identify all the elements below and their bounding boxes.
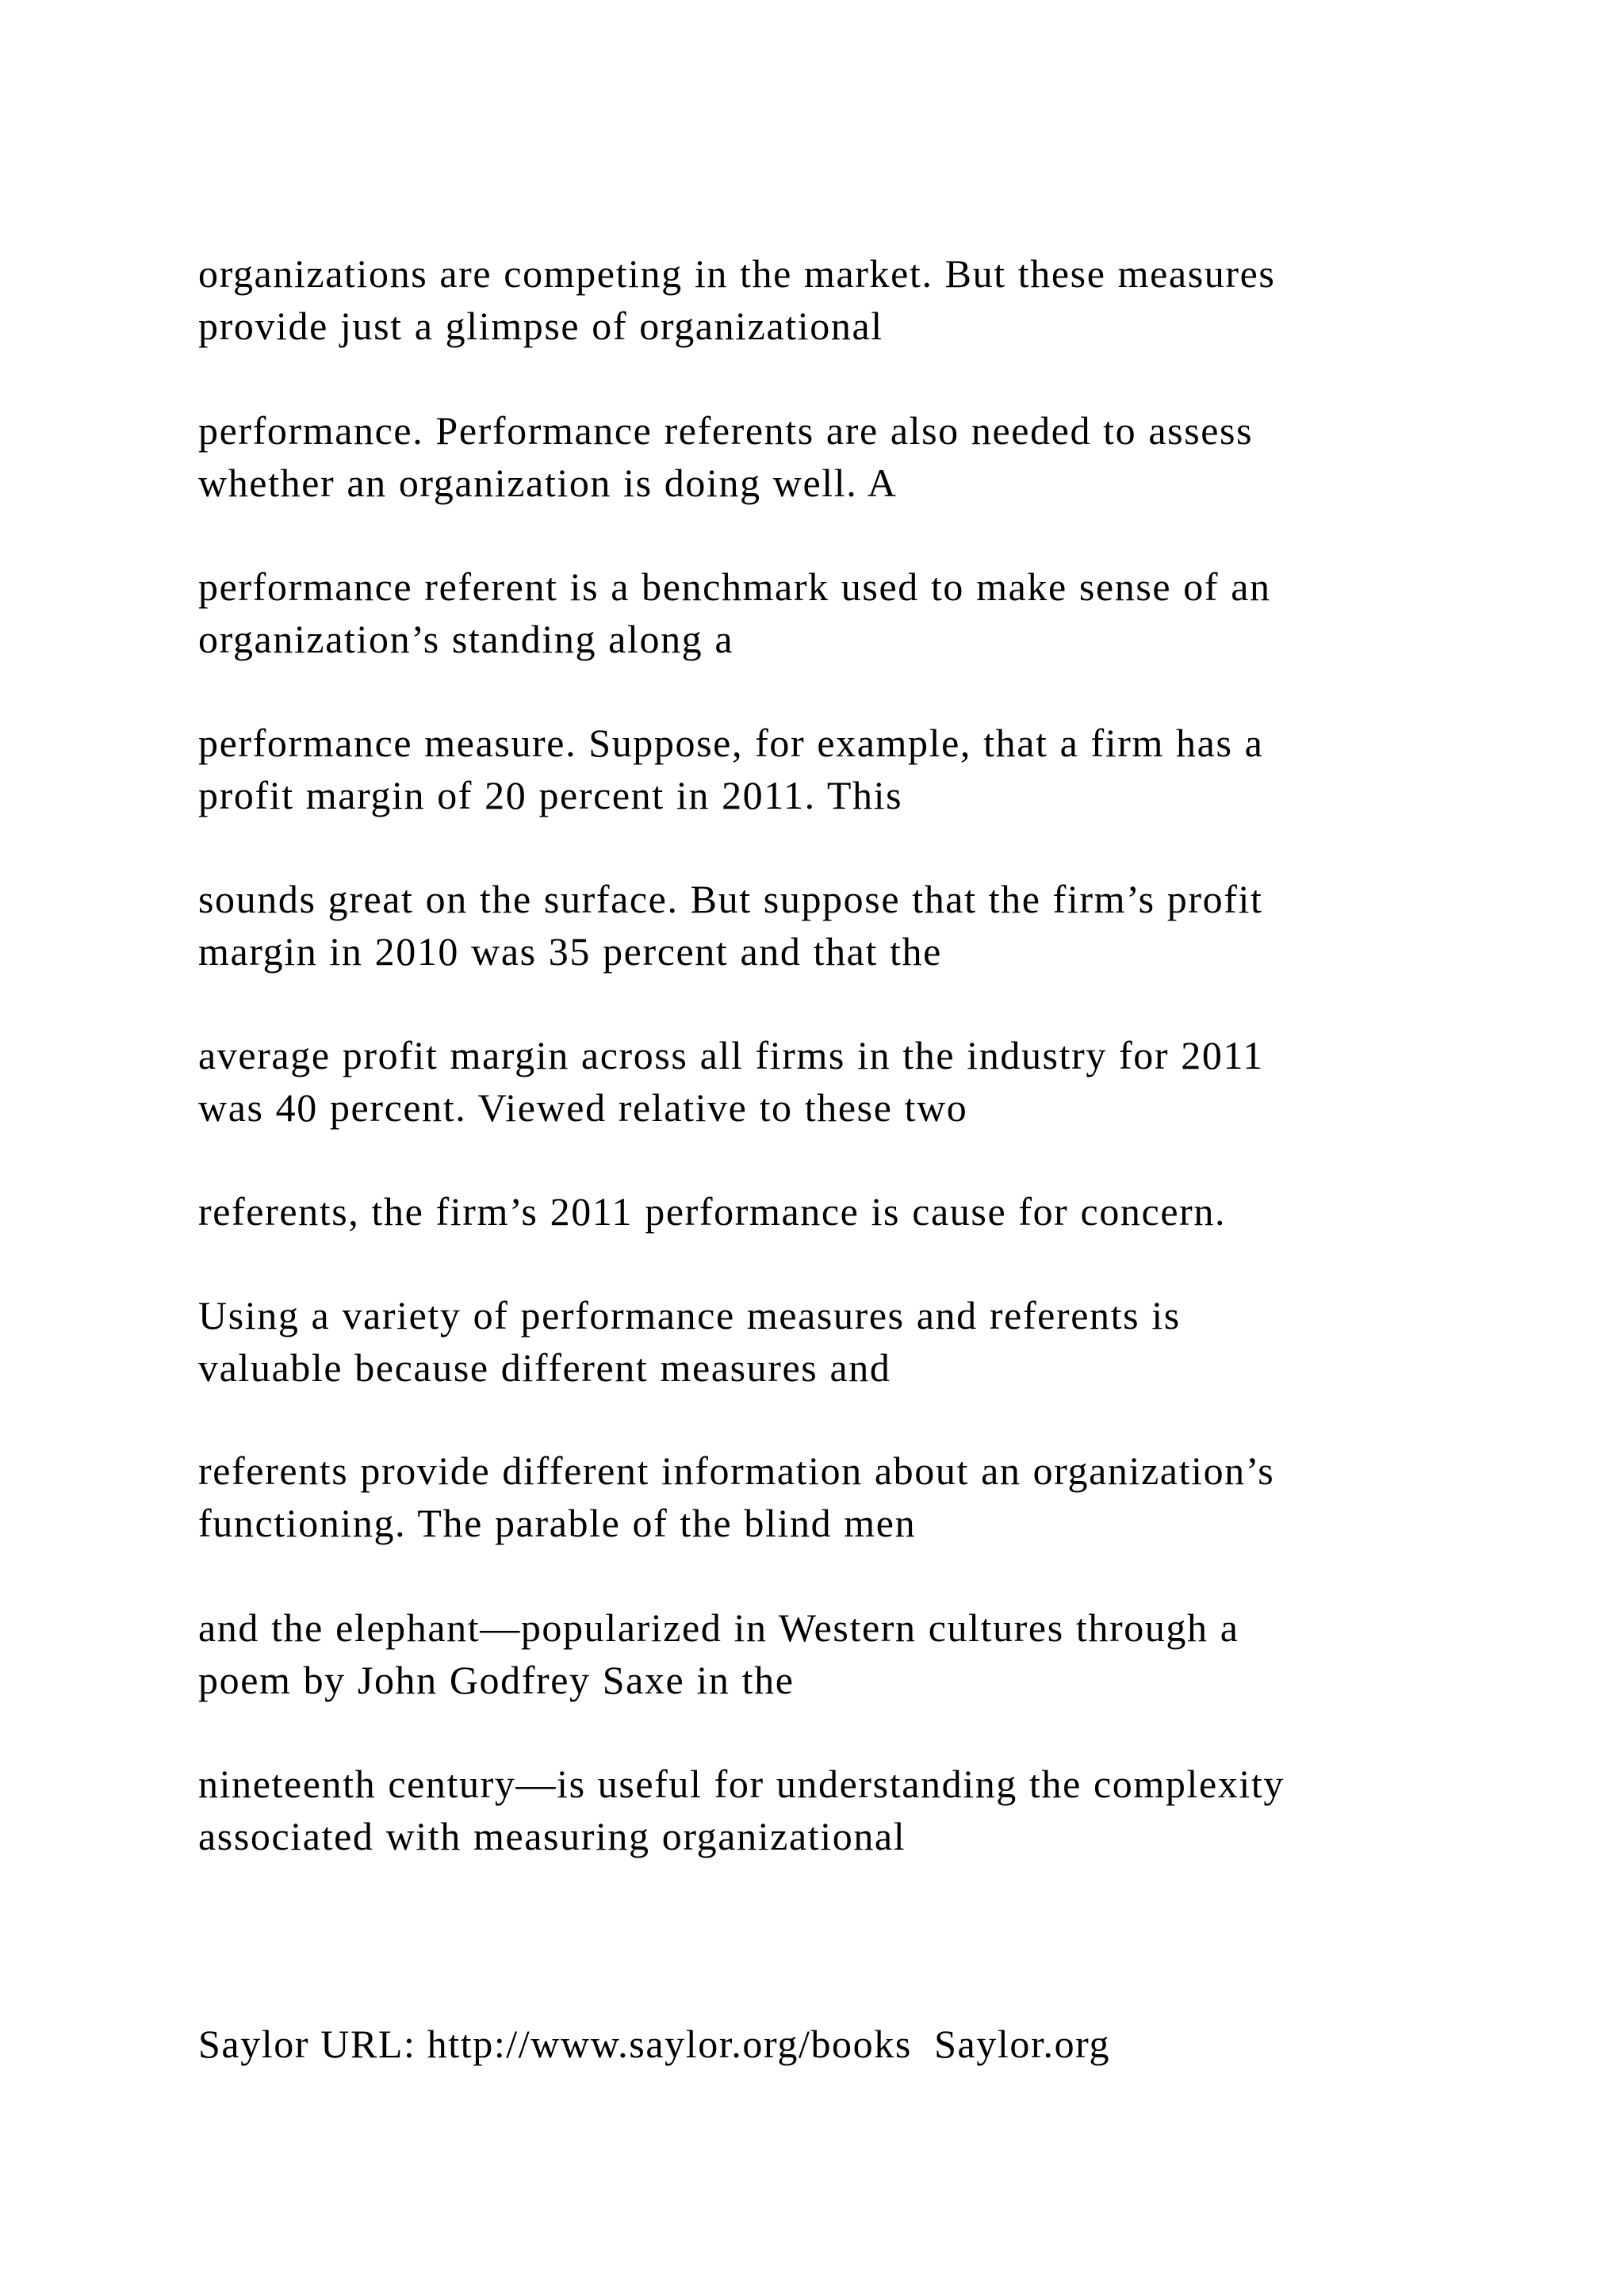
text-line: margin in 2010 was 35 percent and that the <box>198 929 942 974</box>
text-line: performance referent is a benchmark used to make sense of an <box>198 564 1271 609</box>
paragraph <box>198 247 1507 352</box>
text-line: and the elephant—popularized in Western cultures through a <box>198 1605 1239 1650</box>
text-line: provide just a glimpse of organizational <box>198 304 883 348</box>
text-line: whether an organization is doing well. A <box>198 461 898 505</box>
paragraph <box>198 1601 1507 1706</box>
text-line: Using a variety of performance measures and referents is <box>198 1293 1181 1337</box>
page-footer: Saylor URL: http://www.saylor.org/books Saylor.org <box>198 2022 1111 2066</box>
text-line: average profit margin across all firms in the industry for 2011 <box>198 1033 1264 1077</box>
text-line: was 40 percent. Viewed relative to these two <box>198 1085 968 1130</box>
text-line: organization’s standing along a <box>198 617 734 661</box>
text-line: referents provide different information about an organization’s <box>198 1448 1275 1493</box>
paragraph <box>198 717 1507 821</box>
text-line: profit margin of 20 percent in 2011. This <box>198 773 903 817</box>
paragraph <box>198 1185 1507 1238</box>
text-line: functioning. The parable of the blind men <box>198 1501 917 1545</box>
text-line: associated with measuring organizational <box>198 1814 906 1858</box>
text-line: sounds great on the surface. But suppose that the firm’s profit <box>198 877 1263 921</box>
paragraph <box>198 404 1507 509</box>
text-line: nineteenth century—is useful for understanding the complexity <box>198 1762 1285 1806</box>
paragraph <box>198 561 1507 665</box>
text-line: performance. Performance referents are also needed to assess <box>198 408 1254 453</box>
text-line: referents, the firm’s 2011 performance is cause for concern. <box>198 1189 1227 1234</box>
text-line: organizations are competing in the market. But these measures <box>198 251 1276 296</box>
paragraph <box>198 873 1507 978</box>
text-line: poem by John Godfrey Saxe in the <box>198 1658 795 1702</box>
text-line: performance measure. Suppose, for example, that a firm has a <box>198 721 1264 765</box>
paragraph <box>198 1758 1507 1862</box>
paragraph <box>198 1445 1507 1549</box>
paragraph <box>198 1029 1507 1134</box>
text-line: valuable because different measures and <box>198 1345 891 1390</box>
paragraph <box>198 1289 1507 1394</box>
